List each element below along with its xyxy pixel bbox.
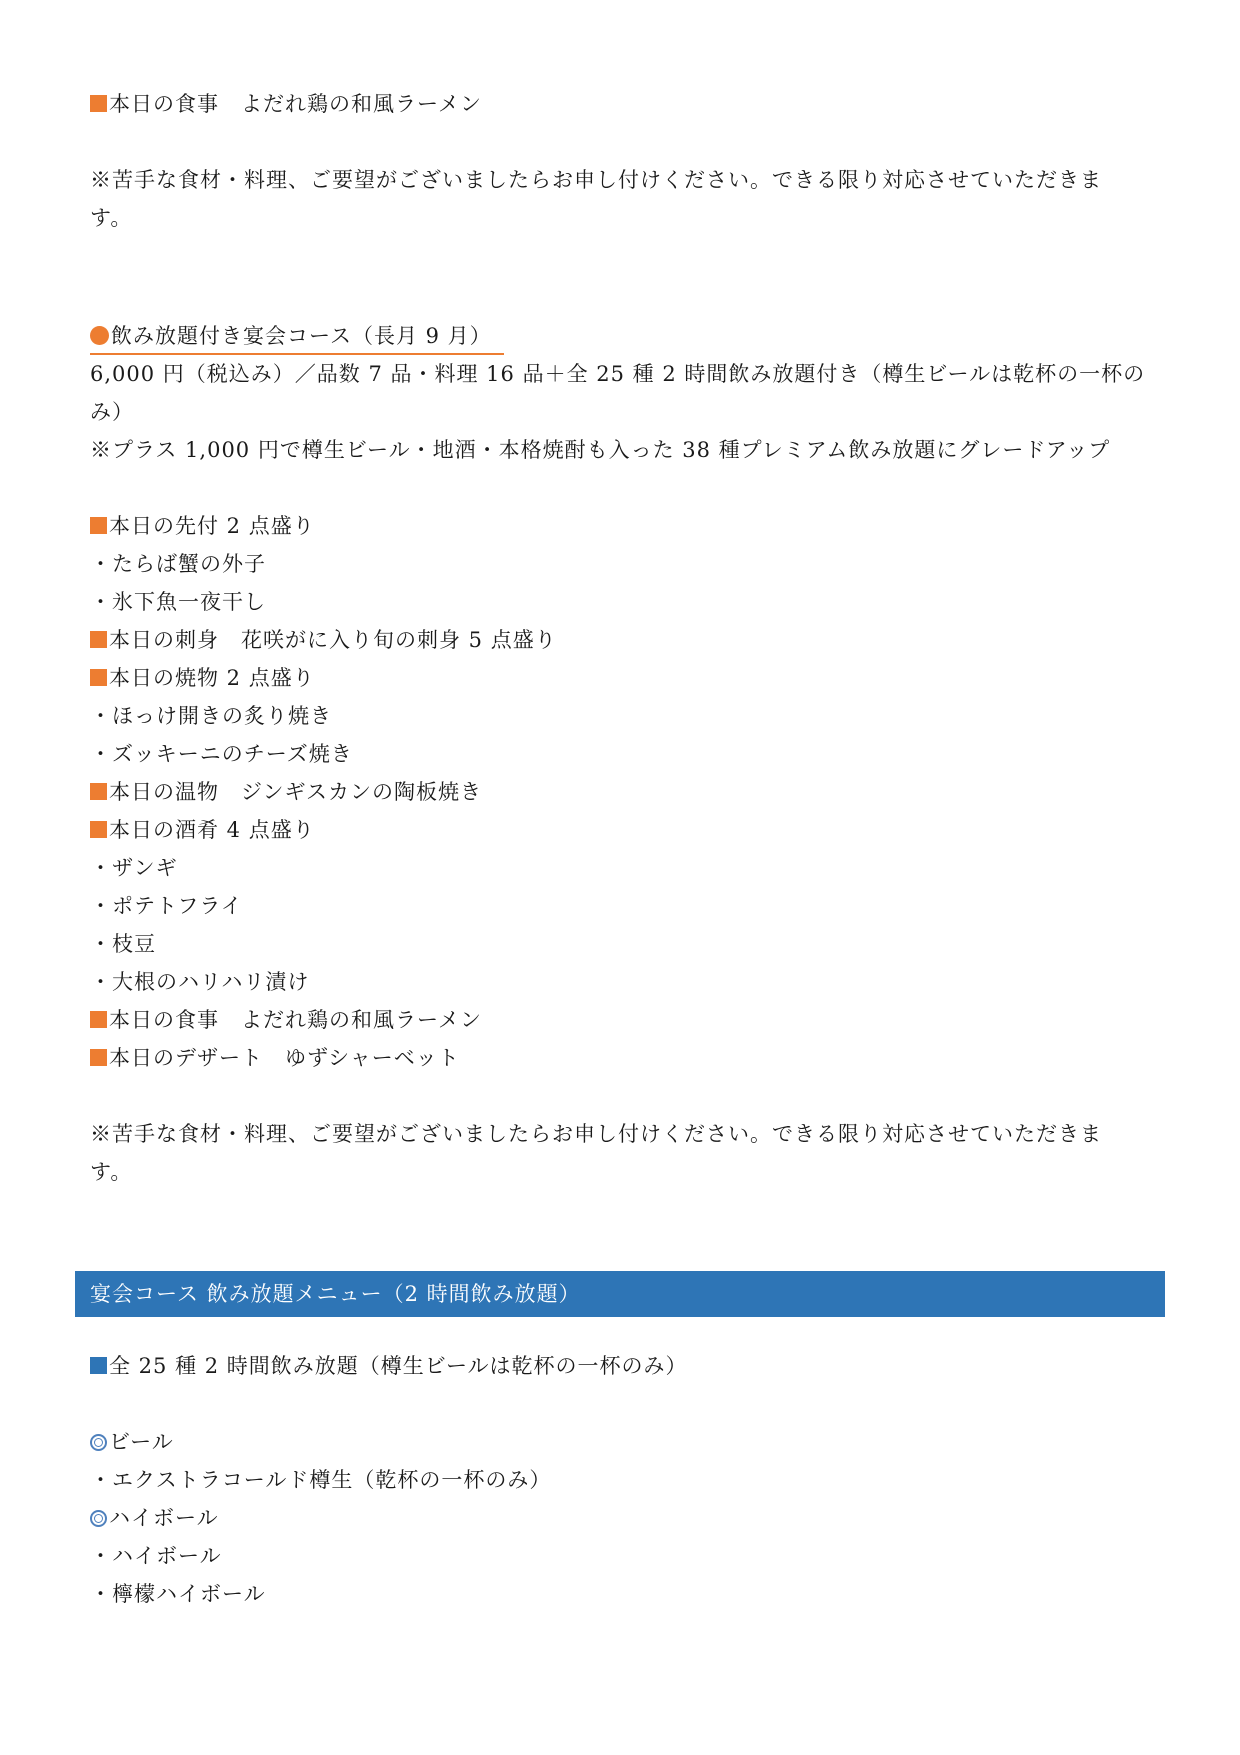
- course-upgrade-note: ※プラス 1,000 円で樽生ビール・地酒・本格焼酎も入った 38 種プレミアム飲み放題にグレードアップ: [90, 438, 1111, 462]
- list-item: 本日の酒肴 4 点盛り: [90, 811, 1165, 849]
- course-price-line-1: 6,000 円（税込み）／品数 7 品・料理 16 品＋全 25 種 2 時間飲み放題付き（樽生ビールは乾杯の一杯の: [90, 362, 1146, 386]
- double-circle-icon: [90, 1510, 107, 1527]
- list-item: ・ほっけ開きの炙り焼き: [90, 704, 332, 728]
- course-item-list: [90, 507, 1165, 1077]
- list-item: ・枝豆: [90, 932, 156, 956]
- list-item: ・エクストラコールド樽生（乾杯の一杯のみ）: [90, 1468, 552, 1492]
- drinks-plan-line: [90, 1347, 1165, 1385]
- list-item: ・ズッキーニのチーズ焼き: [90, 742, 353, 766]
- double-circle-icon: [90, 1434, 107, 1451]
- list-item: ・ハイボール: [90, 1544, 222, 1568]
- blue-square-icon: [90, 1357, 107, 1374]
- orange-square-icon: [90, 821, 107, 838]
- list-item: 本日の先付 2 点盛り: [90, 507, 1165, 545]
- drinks-section-banner: 宴会コース 飲み放題メニュー（2 時間飲み放題）: [75, 1271, 1165, 1317]
- list-item: 本日の温物 ジンギスカンの陶板焼き: [90, 773, 1165, 811]
- note-line-1: ※苦手な食材・料理、ご要望がございましたらお申し付けください。できる限り対応させていただきま: [90, 168, 1102, 192]
- list-item: ・檸檬ハイボール: [90, 1582, 266, 1606]
- note-line-2: す。: [90, 206, 133, 230]
- meal-label: 本日の食事 よだれ鶏の和風ラーメン: [109, 92, 482, 116]
- orange-square-icon: [90, 783, 107, 800]
- list-item: 本日の刺身 花咲がに入り旬の刺身 5 点盛り: [90, 621, 1165, 659]
- orange-square-icon: [90, 95, 107, 112]
- orange-square-icon: [90, 517, 107, 534]
- orange-square-icon: [90, 1049, 107, 1066]
- list-item: ・たらば蟹の外子: [90, 552, 266, 576]
- course-price-line-2: み）: [90, 400, 134, 424]
- orange-square-icon: [90, 631, 107, 648]
- list-item: 本日のデザート ゆずシャーベット: [90, 1039, 1165, 1077]
- beer-heading: ビール: [90, 1423, 1165, 1461]
- course-title: [90, 319, 504, 355]
- list-item: 本日の食事 よだれ鶏の和風ラーメン: [90, 1001, 1165, 1039]
- orange-square-icon: [90, 1011, 107, 1028]
- course-note-line-1: ※苦手な食材・料理、ご要望がございましたらお申し付けください。できる限り対応させていただきま: [90, 1122, 1102, 1146]
- orange-square-icon: [90, 669, 107, 686]
- course-title-text: 飲み放題付き宴会コース（長月 9 月）: [111, 324, 492, 348]
- orange-circle-icon: [90, 326, 109, 345]
- list-item: ・ポテトフライ: [90, 894, 243, 918]
- course-note-line-2: す。: [90, 1160, 133, 1184]
- list-item: ・氷下魚一夜干し: [90, 590, 266, 614]
- list-item: ・大根のハリハリ漬け: [90, 970, 310, 994]
- list-item: 本日の焼物 2 点盛り: [90, 659, 1165, 697]
- drinks-plan: 全 25 種 2 時間飲み放題（樽生ビールは乾杯の一杯のみ）: [109, 1354, 688, 1378]
- document-page: [90, 85, 1165, 1613]
- meal-line: [90, 85, 1165, 123]
- list-item: ・ザンギ: [90, 856, 178, 880]
- highball-heading: ハイボール: [90, 1499, 1165, 1537]
- course-title-line: [90, 317, 1165, 355]
